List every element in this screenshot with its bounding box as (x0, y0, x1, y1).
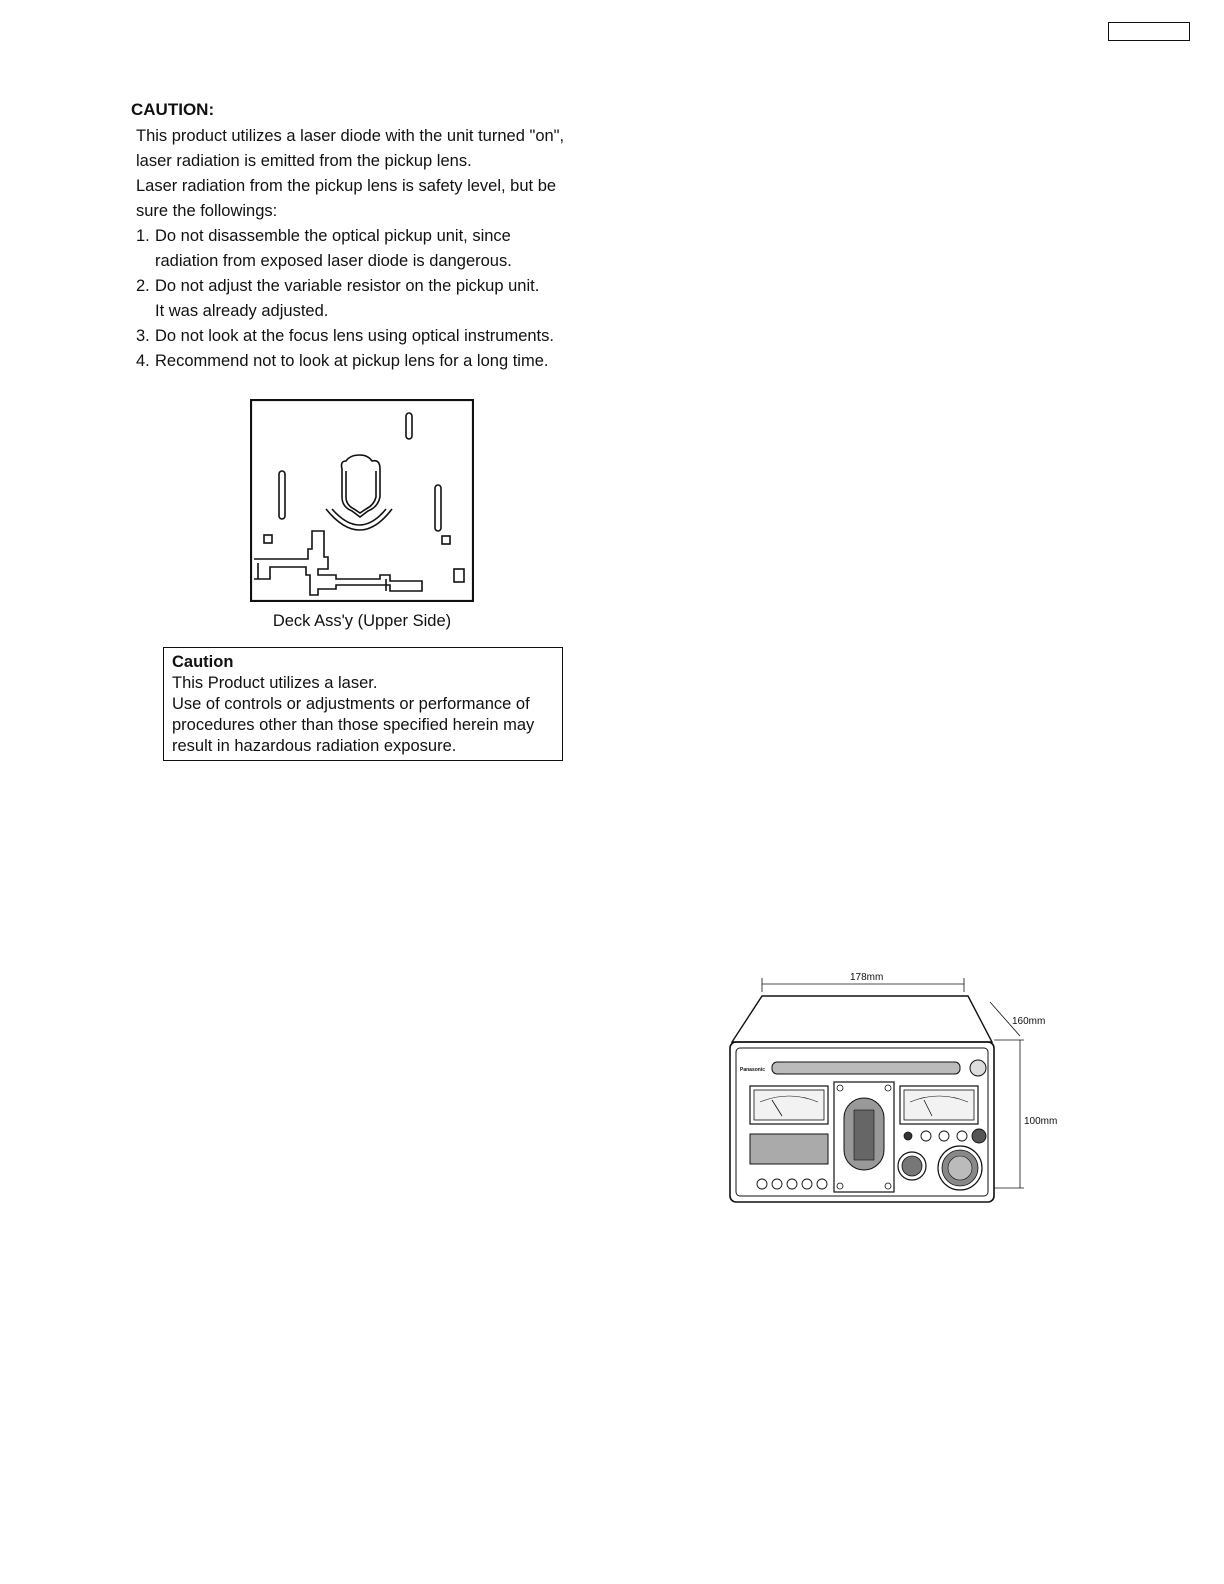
laser-caution-box (163, 647, 563, 761)
width-dimension-label: 178mm (850, 972, 884, 983)
item-number: 2. (136, 277, 150, 295)
laser-caution-line: procedures other than those specified herein may (172, 716, 535, 734)
item-text: radiation from exposed laser diode is dangerous. (155, 252, 512, 270)
caution-intro-line: sure the followings: (136, 202, 278, 220)
item-number: 3. (136, 327, 150, 345)
caution-title: CAUTION: (131, 100, 215, 119)
item-text: Do not adjust the variable resistor on the pickup unit. (155, 277, 540, 295)
item-text: Do not disassemble the optical pickup unit, since (155, 227, 511, 245)
deck-caption: Deck Ass'y (Upper Side) (272, 612, 452, 630)
caution-intro-line: Laser radiation from the pickup lens is safety level, but be (136, 177, 557, 195)
item-text: Recommend not to look at pickup lens for a long time. (155, 352, 549, 370)
item-number: 4. (136, 352, 150, 370)
height-dimension-label: 100mm (1024, 1116, 1058, 1127)
caution-list-item (136, 324, 616, 349)
caution-body (136, 124, 616, 374)
brand-logo: Panasonic (740, 1067, 766, 1073)
laser-caution-title: Caution (172, 653, 234, 671)
caution-list-item (136, 349, 616, 374)
laser-caution-line: This Product utilizes a laser. (172, 674, 378, 692)
item-number: 1. (136, 227, 150, 245)
page-corner-box (1108, 22, 1190, 41)
caution-intro-line: This product utilizes a laser diode with the unit turned "on", (136, 127, 565, 145)
item-text: Do not look at the focus lens using optical instruments. (155, 327, 554, 345)
depth-dimension-label: 160mm (1012, 1016, 1046, 1027)
item-text: It was already adjusted. (155, 302, 329, 320)
caution-list-item (136, 274, 616, 324)
caution-intro-line: laser radiation is emitted from the pickup lens. (136, 152, 472, 170)
laser-caution-line: Use of controls or adjustments or performance of (172, 695, 530, 713)
caution-list-item (136, 224, 616, 274)
unit-dimension-drawing (722, 970, 1067, 1205)
caution-list (136, 224, 616, 374)
laser-caution-line: result in hazardous radiation exposure. (172, 737, 457, 755)
deck-assembly-diagram (250, 399, 474, 602)
